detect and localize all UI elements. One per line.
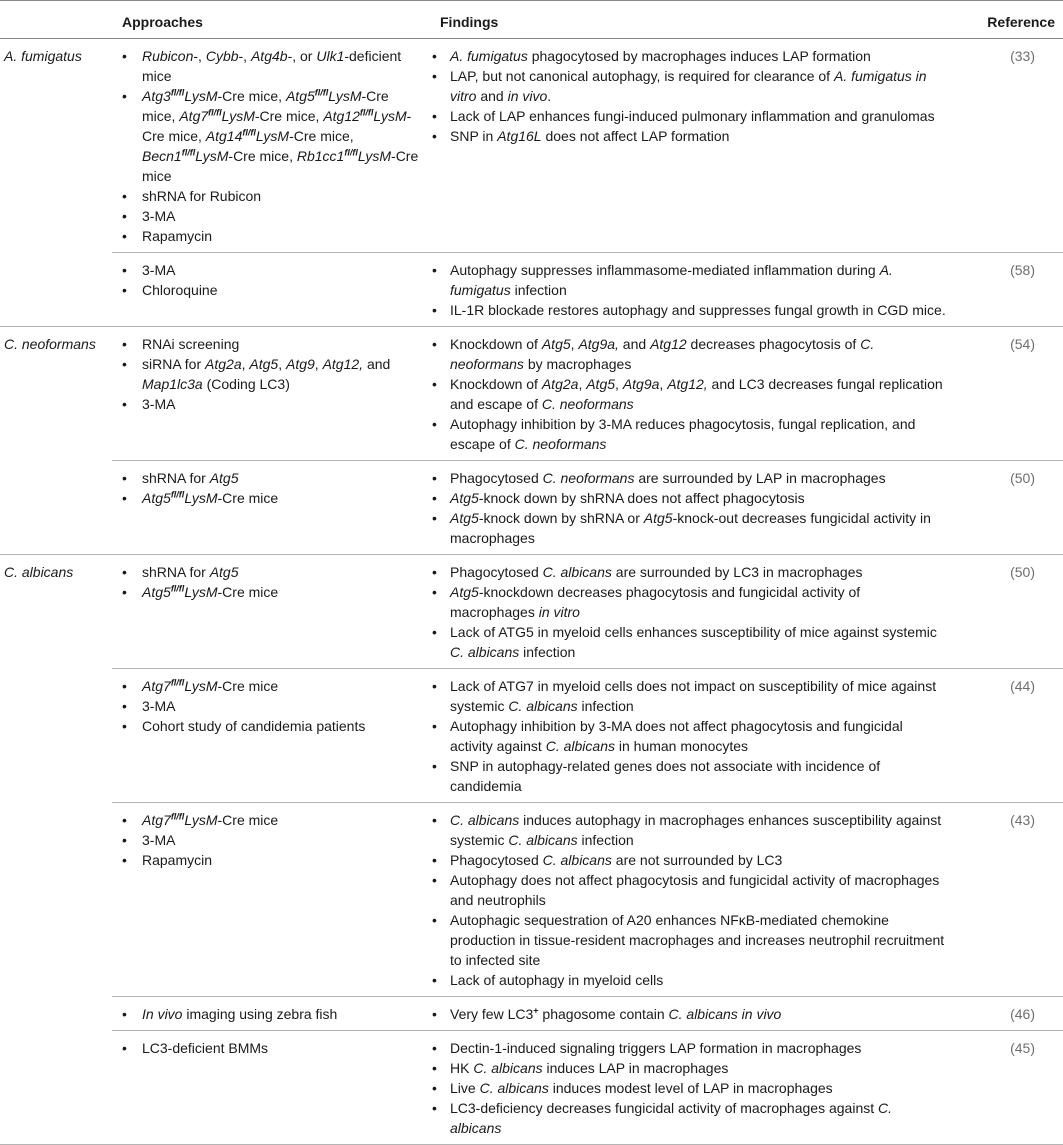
table-row <box>0 1031 1063 1145</box>
list-item: • Knockdown of Atg5, Atg9a, and Atg12 decreases phagocytosis of C. neoformans by macrophages <box>432 334 962 374</box>
table-row <box>0 997 1063 1031</box>
approaches-cell <box>112 253 432 327</box>
approaches-cell <box>112 1031 432 1145</box>
list-item: • Atg5-knockdown decreases phagocytosis and fungicidal activity of macrophages in vitro <box>432 582 962 622</box>
list-item: • $Atg5^{fl/fl}LysM$-Cre mice <box>112 488 432 508</box>
findings-cell <box>432 253 962 327</box>
list-item: • A. fumigatus phagocytosed by macrophages induces LAP formation <box>432 46 962 66</box>
list-item: • Autophagy inhibition by 3-MA reduces phagocytosis, fungal replication, and escape of C. neoformans <box>432 414 962 454</box>
list-item: • Rapamycin <box>112 226 432 246</box>
list-item: • Rapamycin <box>112 850 432 870</box>
approaches-cell <box>112 39 432 253</box>
list-item: • Rubicon-, Cybb-, Atg4b-, or Ulk1-deficient mice <box>112 46 432 86</box>
organism-cell: A. fumigatus <box>4 48 82 64</box>
organism-cell <box>0 461 112 555</box>
findings-cell <box>432 803 962 997</box>
list-item: • siRNA for Atg2a, Atg5, Atg9, Atg12, and Map1lc3a (Coding LC3) <box>112 354 432 394</box>
list-item: • IL-1R blockade restores autophagy and suppresses fungal growth in CGD mice. <box>432 300 962 320</box>
approaches-cell <box>112 669 432 803</box>
list-item: • 3-MA <box>112 394 432 414</box>
reference-cell: (45) <box>962 1031 1063 1145</box>
reference-cell: (43) <box>962 803 1063 997</box>
list-item: • SNP in Atg16L does not affect LAP formation <box>432 126 962 146</box>
list-item: • Autophagy suppresses inflammasome-mediated inflammation during A. fumigatus infection <box>432 260 962 300</box>
reference-cell: (54) <box>962 327 1063 461</box>
list-item: • SNP in autophagy-related genes does not associate with incidence of candidemia <box>432 756 962 796</box>
reference-cell: (44) <box>962 669 1063 803</box>
approaches-cell <box>112 555 432 669</box>
findings-cell <box>432 997 962 1031</box>
list-item: • Phagocytosed C. neoformans are surrounded by LAP in macrophages <box>432 468 962 488</box>
list-item: • $Atg7^{fl/fl}LysM$-Cre mice <box>112 676 432 696</box>
approaches-cell <box>112 327 432 461</box>
list-item: • Lack of LAP enhances fungi-induced pulmonary inflammation and granulomas <box>432 106 962 126</box>
approaches-cell <box>112 461 432 555</box>
organism-cell: C. albicans <box>4 564 74 580</box>
list-item: • shRNA for Atg5 <box>112 562 432 582</box>
list-item: • 3-MA <box>112 830 432 850</box>
list-item: • Atg5-knock down by shRNA does not affect phagocytosis <box>432 488 962 508</box>
table-row <box>0 555 1063 669</box>
findings-cell <box>432 1031 962 1145</box>
list-item: • shRNA for Atg5 <box>112 468 432 488</box>
reference-cell: (50) <box>962 461 1063 555</box>
list-item: • Live C. albicans induces modest level of LAP in macrophages <box>432 1078 962 1098</box>
findings-cell <box>432 39 962 253</box>
list-item: • $Atg3^{fl/fl}LysM$-Cre mice, $Atg5^{fl/fl}LysM$-Cre mice, $Atg7^{fl/fl}LysM$-Cre mice, $Atg12^{fl/fl}LysM$-Cre mice, $Atg14^{fl/fl}LysM$-Cre mice, $Becn1^{fl/fl}LysM$-Cre mice, $Rb1cc1^{fl/fl}LysM$-Cre mice <box>112 86 432 186</box>
list-item: • Lack of autophagy in myeloid cells <box>432 970 962 990</box>
reference-cell: (58) <box>962 253 1063 327</box>
header-approaches: Approaches <box>112 1 432 39</box>
table-row <box>0 39 1063 253</box>
list-item: • C. albicans induces autophagy in macrophages enhances susceptibility against systemic C. albicans infection <box>432 810 962 850</box>
list-item: • 3-MA <box>112 260 432 280</box>
findings-cell <box>432 669 962 803</box>
list-item: • Lack of ATG5 in myeloid cells enhances susceptibility of mice against systemic C. albicans infection <box>432 622 962 662</box>
approaches-cell <box>112 997 432 1031</box>
list-item: • LC3-deficiency decreases fungicidal activity of macrophages against C. albicans <box>432 1098 962 1138</box>
list-item: • Dectin-1-induced signaling triggers LAP formation in macrophages <box>432 1038 962 1058</box>
findings-cell <box>432 461 962 555</box>
approaches-cell <box>112 803 432 997</box>
list-item: • shRNA for Rubicon <box>112 186 432 206</box>
table-row <box>0 669 1063 803</box>
list-item: • Lack of ATG7 in myeloid cells does not impact on susceptibility of mice against systemic C. albicans infection <box>432 676 962 716</box>
list-item: • Autophagy does not affect phagocytosis and fungicidal activity of macrophages and neutrophils <box>432 870 962 910</box>
header-reference: Reference <box>962 1 1063 39</box>
list-item: • $Atg5^{fl/fl}LysM$-Cre mice <box>112 582 432 602</box>
table-header <box>0 1 1063 39</box>
list-item: • LAP, but not canonical autophagy, is required for clearance of A. fumigatus in vitro and in vivo. <box>432 66 962 106</box>
table-row <box>0 803 1063 997</box>
list-item: • Autophagic sequestration of A20 enhances NFκB-mediated chemokine production in tissue-resident macrophages and increases neutrophil recruitment to infected site <box>432 910 962 970</box>
organism-cell <box>0 669 112 803</box>
list-item: • LC3-deficient BMMs <box>112 1038 432 1058</box>
table-body <box>0 39 1063 1145</box>
table-row <box>0 327 1063 461</box>
list-item: • Very few LC3+ phagosome contain C. albicans in vivo <box>432 1004 962 1024</box>
list-item: • Knockdown of Atg2a, Atg5, Atg9a, Atg12, and LC3 decreases fungal replication and escape of C. neoformans <box>432 374 962 414</box>
list-item: • In vivo imaging using zebra fish <box>112 1004 432 1024</box>
reference-cell: (33) <box>962 39 1063 253</box>
list-item: • Phagocytosed C. albicans are not surrounded by LC3 <box>432 850 962 870</box>
reference-cell: (46) <box>962 997 1063 1031</box>
list-item: • Autophagy inhibition by 3-MA does not affect phagocytosis and fungicidal activity against C. albicans in human monocytes <box>432 716 962 756</box>
findings-cell <box>432 327 962 461</box>
reference-cell: (50) <box>962 555 1063 669</box>
organism-cell: C. neoformans <box>4 336 96 352</box>
list-item: • $Atg7^{fl/fl}LysM$-Cre mice <box>112 810 432 830</box>
list-item: • Chloroquine <box>112 280 432 300</box>
findings-cell <box>432 555 962 669</box>
organism-cell <box>0 997 112 1031</box>
organism-cell <box>0 253 112 327</box>
list-item: • Phagocytosed C. albicans are surrounded by LC3 in macrophages <box>432 562 962 582</box>
organism-cell <box>0 1031 112 1145</box>
list-item: • RNAi screening <box>112 334 432 354</box>
list-item: • Atg5-knock down by shRNA or Atg5-knock-out decreases fungicidal activity in macrophages <box>432 508 962 548</box>
header-organism <box>0 1 112 39</box>
header-findings: Findings <box>432 1 962 39</box>
table-row <box>0 253 1063 327</box>
list-item: • 3-MA <box>112 696 432 716</box>
table-row <box>0 461 1063 555</box>
list-item: • 3-MA <box>112 206 432 226</box>
list-item: • HK C. albicans induces LAP in macrophages <box>432 1058 962 1078</box>
organism-cell <box>0 803 112 997</box>
list-item: • Cohort study of candidemia patients <box>112 716 432 736</box>
